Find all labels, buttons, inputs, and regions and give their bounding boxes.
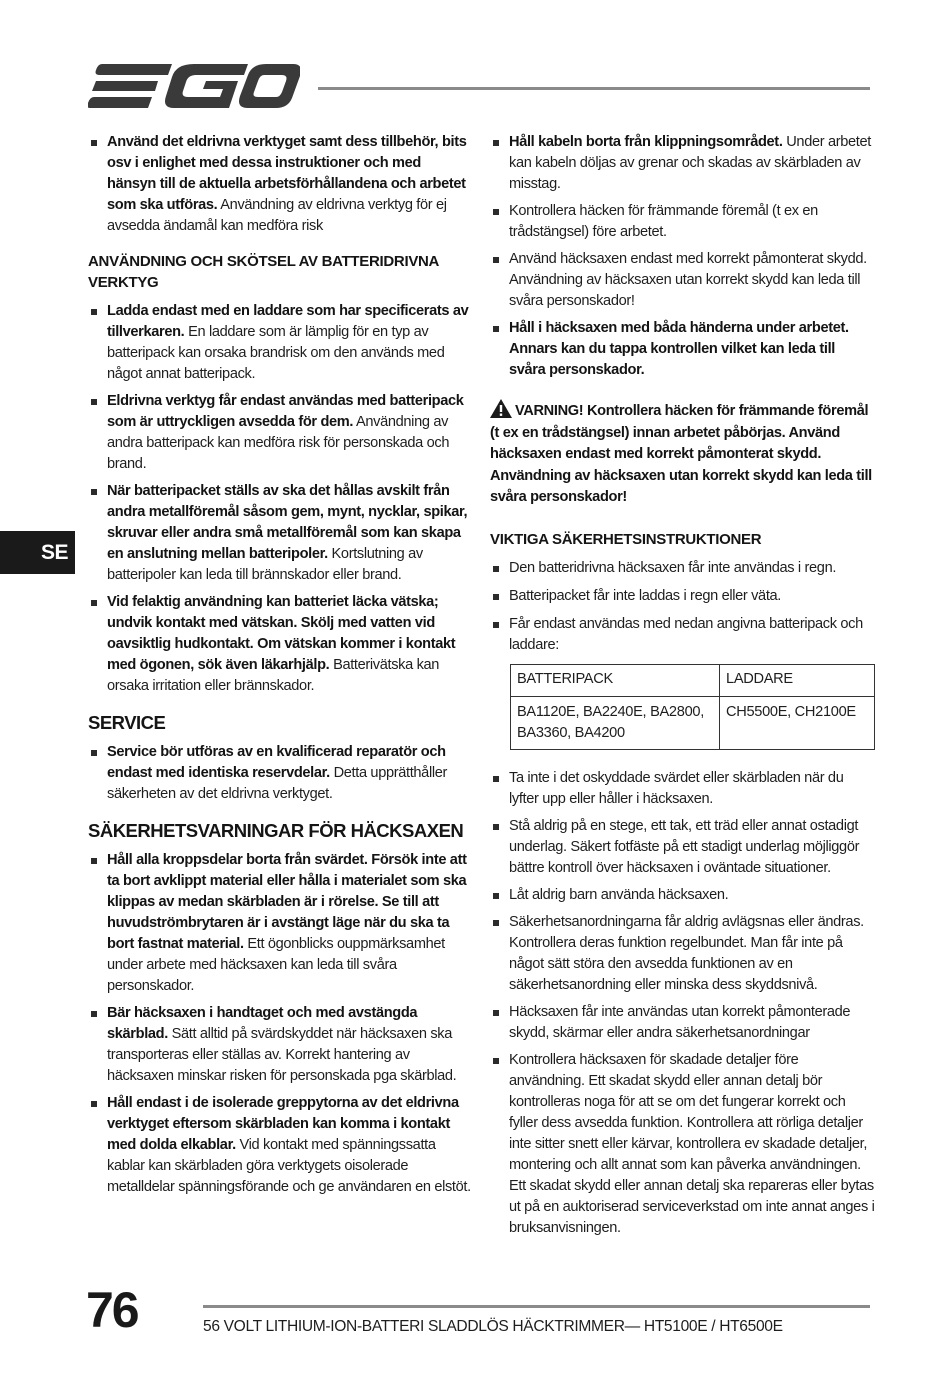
list-item: Håll i häcksaxen med båda händerna under arbetet. Annars kan du tappa kontrollen vilket kan leda till svåra personskador. [490,318,875,381]
table-cell: BA1120E, BA2240E, BA2800, BA3360, BA4200 [511,696,720,749]
important-heading: VIKTIGA SÄKERHETSINSTRUKTIONER [490,530,762,548]
list-item: Häcksaxen får inte användas utan korrekt påmonterade skydd, skärmar eller andra säkerhetsanordningar [490,1002,875,1044]
service-list [88,742,473,805]
list-item: Håll alla kroppsdelar borta från svärdet. Försök inte att ta bort avklippt material eller hålla i materialet som ska klippas av medan skärbladen är i rörelse. Se till att huvudströmbrytaren är i avstängt läge när du ska ta bort fastnat material. Ett ögonblicks ouppmärksamhet under arbete med häcksaxen kan leda till svåra personskador. [88,850,473,997]
warning-triangle-icon [490,399,512,418]
logo-letter-o [239,64,300,108]
compatibility-table [510,664,875,750]
intro-list [88,132,473,237]
warning-label: VARNING! [515,403,584,419]
list-item: Använd det eldrivna verktyget samt dess tillbehör, bits osv i enlighet med dessa instruktioner och med hänsyn till de aktuella arbetsförhållandena och arbetet som ska utföras. Användning av eldrivna verktyg för ej avsedda ändamål kan medföra risk [88,132,473,237]
hedge-safety-list [88,850,473,1198]
warning-block [490,399,875,509]
list-item: Bär häcksaxen i handtaget och med avstängda skärblad. Sätt alltid på svärdskyddet när häcksaxen ska transporteras eller ställas av. Korrekt hantering av häcksaxen minskar risken för personskada pga skärblad. [88,1003,473,1087]
list-item: Låt aldrig barn använda häcksaxen. [490,885,875,906]
list-item: Stå aldrig på en stege, ett tak, ett träd eller annat ostadigt underlag. Säkert fotfäste på ett stadigt underlag möjliggör bättre kontroll över häcksaxen i oväntade situationer. [490,816,875,879]
important-list [490,558,875,656]
list-item: När batteripacket ställs av ska det hållas avskilt från andra metallföremål såsom gem, mynt, nycklar, spikar, skruvar eller andra små metallföremål som kan skapa en anslutning mellan batteripoler. Kortslutning av batteripoler kan leda till brännskador eller brand. [88,481,473,586]
header-rule [318,87,870,90]
list-item: Håll endast i de isolerade greppytorna av det eldrivna verktyget eftersom skärbladen kan komma i kontakt med dolda elkablar. Vid kontakt med spänningssatta kablar kan skärbladen göra verktygets oisolerade metalldelar spänningsförande och ge användaren en elstöt. [88,1093,473,1198]
list-item: Kontrollera häcken för främmande föremål (t ex en trådstängsel) före arbetet. [490,201,875,243]
footer-title: 56 VOLT LITHIUM-ION-BATTERI SLADDLÖS HÄCKTRIMMER— HT5100E / HT6500E [203,1318,783,1335]
ego-logo [88,62,300,110]
list-item: Eldrivna verktyg får endast användas med batteripack som är uttryckligen avsedda för dem. Användning av andra batteripack kan medföra risk för personskada och brand. [88,391,473,475]
footer-rule [203,1305,870,1308]
list-item: Ta inte i det oskyddade svärdet eller skärbladen när du lyfter upp eller håller i häcksaxen. [490,768,875,810]
warning-text: Kontrollera häcken för främmande föremål (t ex en trådstängsel) innan arbetet påbörjas. Använd häcksaxen endast med korrekt påmonterat skydd. Användning av häcksaxen utan korrekt skydd kan leda till svåra personskador! [490,403,872,505]
table-row [511,696,875,749]
logo-letter-g [165,64,248,108]
language-tab: SE [0,531,75,574]
table-header: LADDARE [720,664,875,696]
list-item: Service bör utföras av en kvalificerad reparatör och endast med identiska reservdelar. Detta upprätthåller säkerheten av det eldrivna verktyget. [88,742,473,805]
list-item: Använd häcksaxen endast med korrekt påmonterat skydd. Användning av häcksaxen utan korrekt skydd kan leda till svåra personskador! [490,249,875,312]
hedge-safety-heading: SÄKERHETSVARNINGAR FÖR HÄCKSAXEN [88,820,464,841]
battery-list [88,301,473,697]
list-item: Batteripacket får inte laddas i regn eller väta. [490,586,875,607]
list-item: Kontrollera häcksaxen för skadade detaljer före användning. Ett skadat skydd eller annan detalj bör kontrolleras noga för att se om det fungerar korrekt och fyller dess avsedda funktion. Kontrollera att rörliga detaljer inte sitter snett eller kärvar, kontrollera ev skadade detaljer, montering och allt annat som kan påverka användningen. Ett skadat skydd eller annan detalj ska repareras eller bytas ut på en auktoriserad serviceverkstad om inte annat anges i bruksanvisningen. [490,1050,875,1239]
list-item: Håll kabeln borta från klippningsområdet. Under arbetet kan kabeln döljas av grenar och skadas av skärbladen av misstag. [490,132,875,195]
cable-list [490,132,875,381]
battery-heading: ANVÄNDNING OCH SKÖTSEL AV BATTERIDRIVNA VERKTYG [88,253,439,291]
service-heading: SERVICE [88,712,166,733]
list-item: Ladda endast med en laddare som har specificerats av tillverkaren. En laddare som är lämplig för en typ av batteripack kan orsaka brandrisk om den används med något annat batteripack. [88,301,473,385]
list-item: Vid felaktig användning kan batteriet läcka vätska; undvik kontakt med vätskan. Skölj med vatten vid oavsiktlig hudkontakt. Om vätskan kommer i kontakt med ögonen, sök även läkarhjälp. Batterivätska kan orsaka irritation eller brännskador. [88,592,473,697]
page-number: 76 [86,1282,138,1338]
logo-letter-e [88,64,172,108]
left-column [88,132,473,1204]
list-item: Den batteridrivna häcksaxen får inte användas i regn. [490,558,875,579]
list-item: Säkerhetsanordningarna får aldrig avlägsnas eller ändras. Kontrollera deras funktion regelbundet. Man får inte på något sätt störa den avsedda funktionen av en säkerhetsanordning eller minska dess skyddsnivå. [490,912,875,996]
table-header: BATTERIPACK [511,664,720,696]
list-item: Får endast användas med nedan angivna batteripack och laddare: [490,614,875,656]
table-cell: CH5500E, CH2100E [720,696,875,749]
table-header-row [511,664,875,696]
general-safety-list [490,768,875,1239]
right-column [490,132,875,1245]
